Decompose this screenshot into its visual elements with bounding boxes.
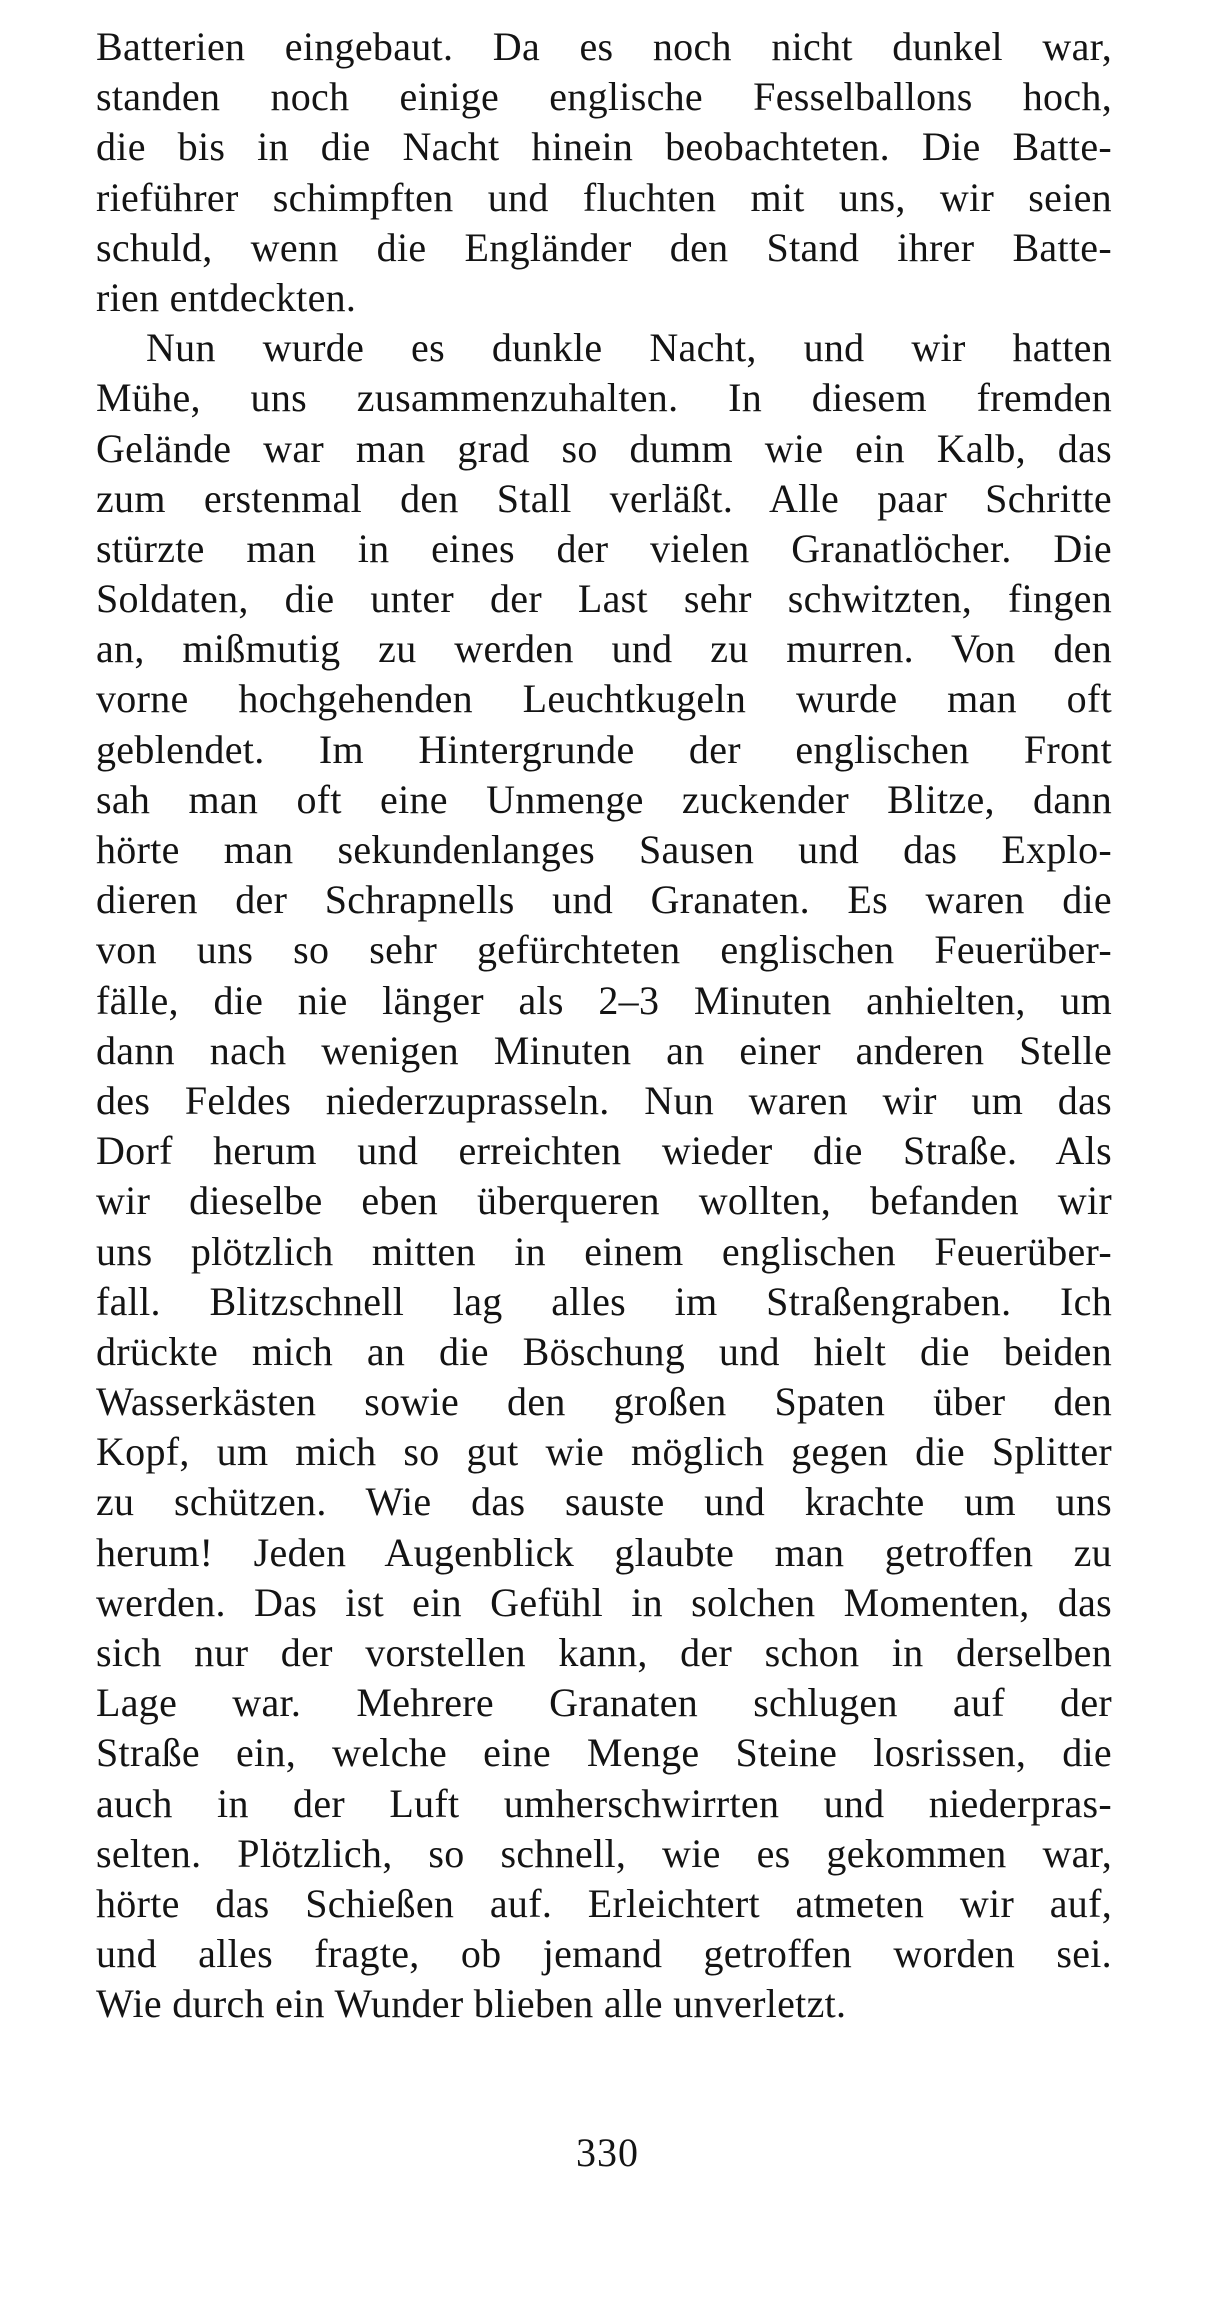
page-number: 330: [576, 2130, 639, 2175]
text-line: geblendet. Im Hintergrunde der englischen Front: [96, 726, 1112, 772]
text-line: Dorf herum und erreichten wieder die Straße. Als: [96, 1128, 1112, 1174]
text-line: hörte man sekundenlanges Sausen und das Explo-: [96, 827, 1112, 872]
text-line: Wasserkästen sowie den großen Spaten über den: [96, 1379, 1112, 1425]
text-line: rien entdeckten.: [96, 274, 357, 320]
text-line: schuld, wenn die Engländer den Stand ihrer Batte-: [96, 224, 1112, 270]
text-line: und alles fragte, ob jemand getroffen worden sei.: [96, 1931, 1112, 1977]
text-line: uns plötzlich mitten in einem englischen Feuerüber-: [96, 1228, 1112, 1274]
text-line: werden. Das ist ein Gefühl in solchen Momenten, das: [96, 1579, 1112, 1625]
text-line: zu schützen. Wie das sauste und krachte um uns: [96, 1479, 1112, 1525]
text-line: Gelände war man grad so dumm wie ein Kalb, das: [96, 425, 1112, 471]
text-line: vorne hochgehenden Leuchtkugeln wurde man oft: [96, 676, 1112, 722]
text-line: drückte mich an die Böschung und hielt die beiden: [96, 1328, 1112, 1374]
text-line: dann nach wenigen Minuten an einer anderen Stelle: [96, 1027, 1112, 1073]
text-line: die bis in die Nacht hinein beobachteten. Die Batte-: [96, 124, 1112, 170]
text-line: von uns so sehr gefürchteten englischen Feuerüber-: [96, 927, 1112, 973]
text-line: Wie durch ein Wunder blieben alle unverletzt.: [96, 1981, 847, 2027]
text-line: Batterien eingebaut. Da es noch nicht dunkel war,: [96, 24, 1112, 69]
text-line: Nun wurde es dunkle Nacht, und wir hatten: [146, 325, 1112, 371]
text-line: an, mißmutig zu werden und zu murren. Von den: [96, 626, 1112, 672]
body-text: [96, 22, 1112, 2030]
text-line: auch in der Luft umherschwirrten und niederpras-: [96, 1780, 1112, 1826]
text-line: herum! Jeden Augenblick glaubte man getroffen zu: [96, 1529, 1112, 1575]
text-line: des Feldes niederzuprasseln. Nun waren wir um das: [96, 1077, 1112, 1123]
text-line: Straße ein, welche eine Menge Steine losrissen, die: [96, 1730, 1112, 1776]
text-line: rieführer schimpften und fluchten mit uns, wir seien: [96, 174, 1112, 220]
text-line: fall. Blitzschnell lag alles im Straßengraben. Ich: [96, 1278, 1112, 1324]
text-line: sich nur der vorstellen kann, der schon in derselben: [96, 1630, 1112, 1675]
text-line: Soldaten, die unter der Last sehr schwitzten, fingen: [96, 576, 1112, 622]
text-line: stürzte man in eines der vielen Granatlöcher. Die: [96, 525, 1112, 571]
text-line: Kopf, um mich so gut wie möglich gegen die Splitter: [96, 1429, 1112, 1475]
text-line: wir dieselbe eben überqueren wollten, befanden wir: [96, 1178, 1112, 1224]
text-line: Mühe, uns zusammenzuhalten. In diesem fremden: [96, 375, 1112, 421]
text-line: hörte das Schießen auf. Erleichtert atmeten wir auf,: [96, 1880, 1112, 1926]
text-line: Lage war. Mehrere Granaten schlugen auf der: [96, 1680, 1112, 1726]
text-line: standen noch einige englische Fesselballons hoch,: [96, 74, 1112, 120]
text-line: dieren der Schrapnells und Granaten. Es waren die: [96, 877, 1112, 923]
text-line: sah man oft eine Unmenge zuckender Blitze, dann: [96, 776, 1112, 822]
text-line: zum erstenmal den Stall verläßt. Alle paar Schritte: [96, 475, 1112, 521]
text-line: fälle, die nie länger als 2–3 Minuten anhielten, um: [96, 977, 1112, 1023]
text-line: selten. Plötzlich, so schnell, wie es gekommen war,: [96, 1830, 1112, 1876]
